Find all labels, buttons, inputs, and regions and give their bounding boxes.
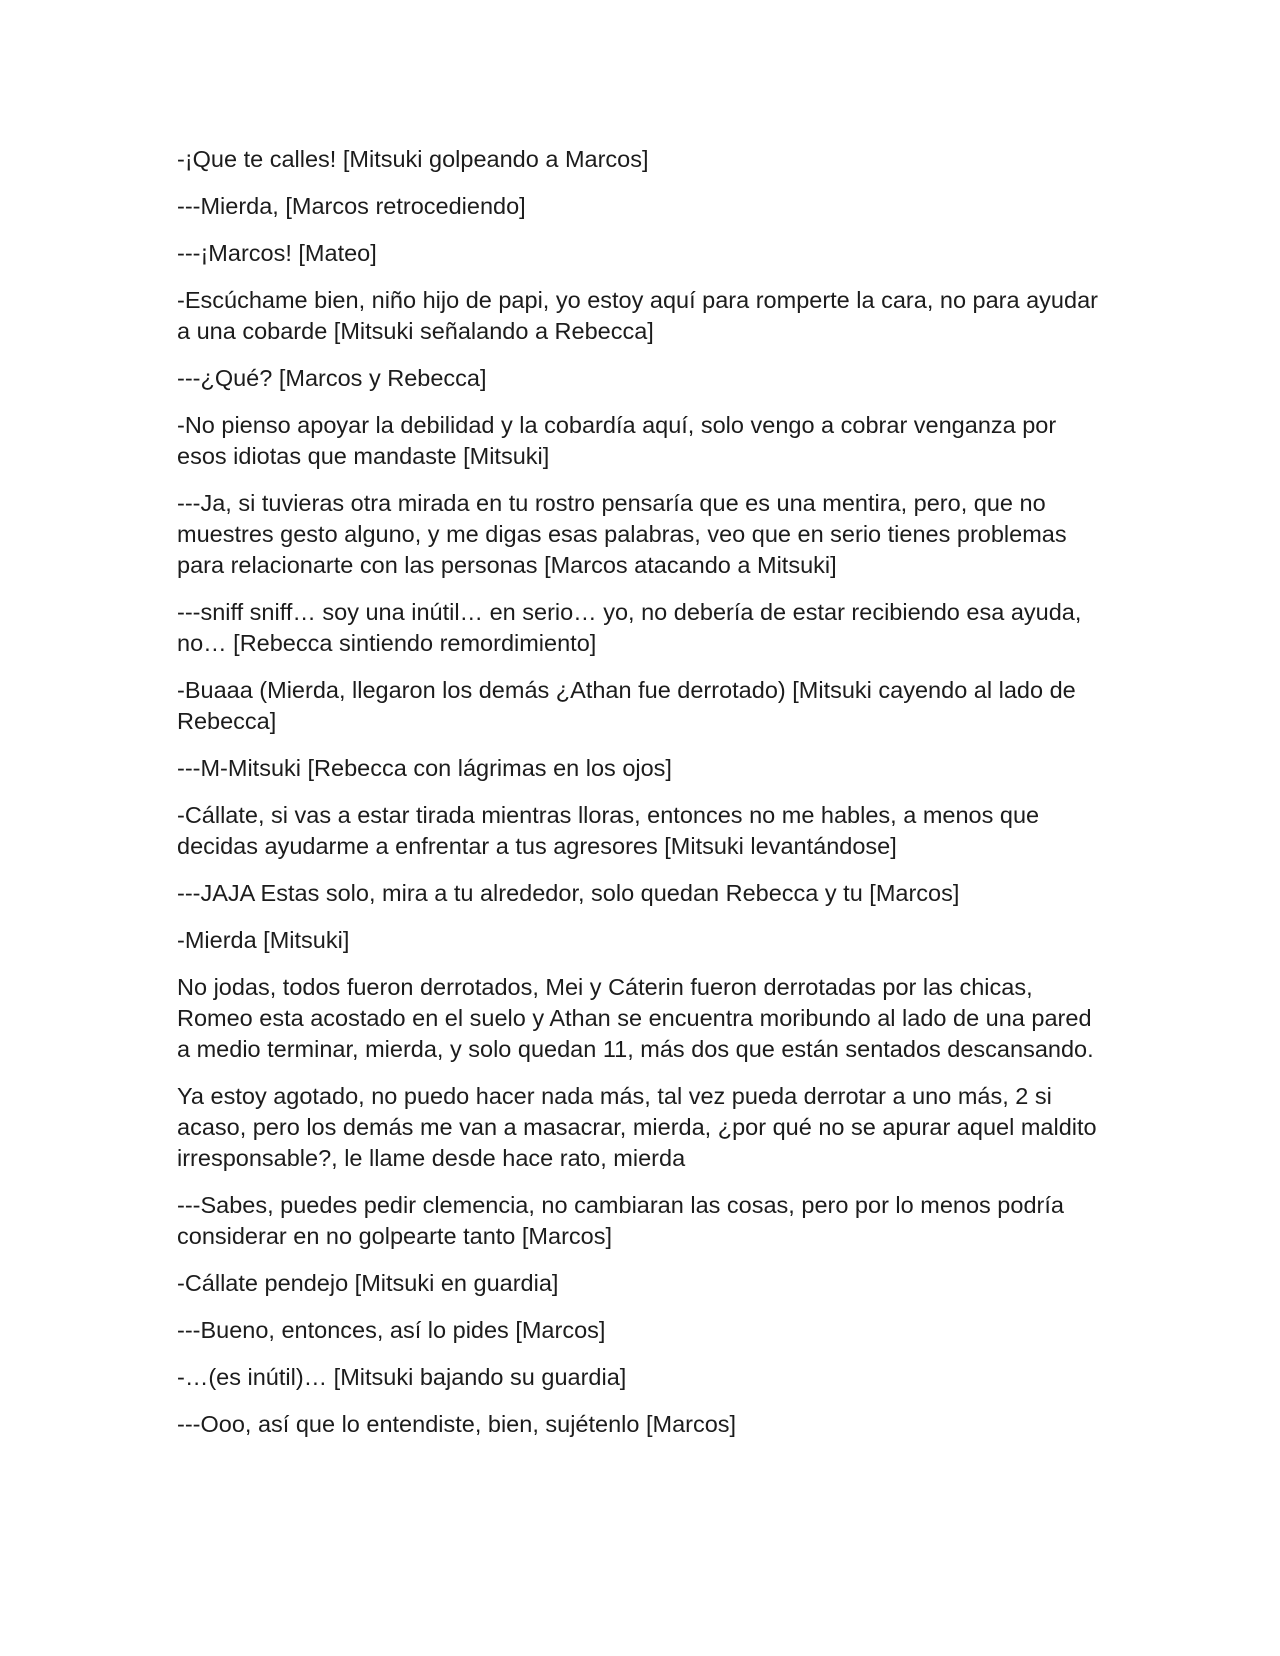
paragraph: -Buaaa (Mierda, llegaron los demás ¿Athan fue derrotado) [Mitsuki cayendo al lado de Rebecca] (177, 677, 1076, 734)
paragraph: No jodas, todos fueron derrotados, Mei y Cáterin fueron derrotadas por las chicas, Romeo esta acostado en el suelo y Athan se encuentra moribundo al lado de una pared a medio terminar, mierda, y solo quedan 11, más dos que están sentados descansando. (177, 974, 1094, 1062)
paragraph: ---Ooo, así que lo entendiste, bien, sujétenlo [Marcos] (177, 1411, 737, 1437)
paragraph: -Cállate, si vas a estar tirada mientras lloras, entonces no me hables, a menos que decidas ayudarme a enfrentar a tus agresores [Mitsuki levantándose] (177, 802, 1040, 859)
paragraph: ---Sabes, puedes pedir clemencia, no cambiaran las cosas, pero por lo menos podría considerar en no golpearte tanto [Marcos] (177, 1192, 1064, 1249)
paragraph: ---¿Qué? [Marcos y Rebecca] (177, 365, 487, 391)
paragraph: ---Mierda, [Marcos retrocediendo] (177, 193, 526, 219)
paragraph: -Cállate pendejo [Mitsuki en guardia] (177, 1270, 559, 1296)
paragraph: Ya estoy agotado, no puedo hacer nada más, tal vez pueda derrotar a uno más, 2 si acaso, pero los demás me van a masacrar, mierda, ¿por qué no se apurar aquel maldito irresponsable?, le llame desde hace rato, mierda (177, 1083, 1097, 1171)
paragraph: -…(es inútil)… [Mitsuki bajando su guardia] (177, 1364, 627, 1390)
paragraph: -Escúchame bien, niño hijo de papi, yo estoy aquí para romperte la cara, no para ayudar a una cobarde [Mitsuki señalando a Rebecca] (177, 287, 1098, 344)
paragraph: ---Bueno, entonces, así lo pides [Marcos] (177, 1317, 606, 1343)
paragraph: ---sniff sniff… soy una inútil… en serio… yo, no debería de estar recibiendo esa ayuda, no… [Rebecca sintiendo remordimiento] (177, 599, 1082, 656)
paragraph: ---JAJA Estas solo, mira a tu alrededor, solo quedan Rebecca y tu [Marcos] (177, 880, 960, 906)
paragraph: ---M-Mitsuki [Rebecca con lágrimas en los ojos] (177, 755, 672, 781)
paragraph: -Mierda [Mitsuki] (177, 927, 350, 953)
document-page (177, 144, 1107, 1456)
paragraph: ---Ja, si tuvieras otra mirada en tu rostro pensaría que es una mentira, pero, que no muestres gesto alguno, y me digas esas palabras, veo que en serio tienes problemas para relacionarte con las personas [Marcos atacando a Mitsuki] (177, 490, 1067, 578)
paragraph: ---¡Marcos! [Mateo] (177, 240, 377, 266)
paragraph: -¡Que te calles! [Mitsuki golpeando a Marcos] (177, 146, 649, 172)
paragraph: -No pienso apoyar la debilidad y la cobardía aquí, solo vengo a cobrar venganza por esos idiotas que mandaste [Mitsuki] (177, 412, 1057, 469)
